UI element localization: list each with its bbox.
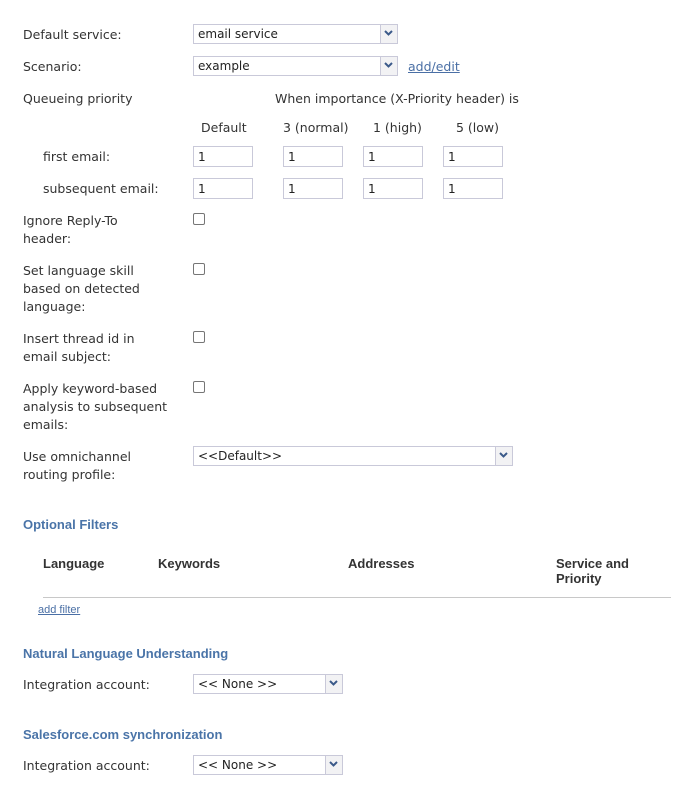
label-line: emails:: [23, 417, 69, 432]
language-skill-checkbox[interactable]: [193, 263, 205, 275]
scenario-label: Scenario:: [23, 59, 82, 74]
add-filter-link[interactable]: add filter: [38, 604, 81, 616]
scenario-add-edit-link[interactable]: add/edit: [408, 59, 460, 74]
input-value: 1: [448, 182, 456, 196]
filter-column-addresses: Addresses: [348, 556, 415, 571]
keyword-analysis-checkbox[interactable]: [193, 381, 205, 393]
default-service-select[interactable]: [193, 24, 398, 44]
label-line: Apply keyword-based: [23, 381, 158, 396]
filter-column-language: Language: [43, 556, 105, 571]
subsequent-email-low-input[interactable]: [443, 178, 503, 199]
chevron-down-icon[interactable]: [495, 447, 512, 465]
header-line: Priority: [556, 571, 602, 586]
subsequent-email-high-input[interactable]: [363, 178, 423, 199]
column-normal: 3 (normal): [283, 120, 349, 135]
label-line: language:: [23, 299, 86, 314]
thread-id-checkbox[interactable]: [193, 331, 205, 343]
scenario-value: example: [198, 59, 250, 73]
label-line: Ignore Reply-To: [23, 213, 118, 228]
label-line: analysis to subsequent: [23, 399, 168, 414]
chevron-down-icon[interactable]: [325, 756, 342, 774]
first-email-default-input[interactable]: [193, 146, 253, 167]
label-line: Insert thread id in: [23, 331, 135, 346]
label-line: based on detected: [23, 281, 140, 296]
label-line: Set language skill: [23, 263, 134, 278]
salesforce-integration-label: Integration account:: [23, 758, 150, 773]
input-value: 1: [368, 150, 376, 164]
subsequent-email-label: subsequent email:: [43, 181, 159, 196]
chevron-down-icon[interactable]: [380, 57, 397, 75]
salesforce-integration-select[interactable]: [193, 755, 343, 775]
column-high: 1 (high): [373, 120, 422, 135]
input-value: 1: [198, 150, 206, 164]
first-email-normal-input[interactable]: [283, 146, 343, 167]
label-line: header:: [23, 231, 72, 246]
first-email-high-input[interactable]: [363, 146, 423, 167]
input-value: 1: [368, 182, 376, 196]
column-low: 5 (low): [456, 120, 500, 135]
ignore-reply-to-checkbox[interactable]: [193, 213, 205, 225]
input-value: 1: [288, 182, 296, 196]
thread-id-label: [23, 330, 135, 366]
language-skill-label: [23, 262, 140, 316]
column-default: Default: [201, 120, 247, 135]
label-line: Use omnichannel: [23, 449, 132, 464]
chevron-down-icon[interactable]: [380, 25, 397, 43]
nlu-title: Natural Language Understanding: [23, 646, 229, 661]
salesforce-integration-value: << None >>: [198, 758, 278, 772]
label-line: routing profile:: [23, 467, 116, 482]
routing-profile-label: [23, 448, 131, 484]
keyword-analysis-label: [23, 380, 167, 434]
filter-table-divider: [43, 597, 671, 598]
importance-caption: When importance (X-Priority header) is: [275, 91, 519, 106]
routing-profile-value: <<Default>>: [198, 449, 283, 463]
input-value: 1: [198, 182, 206, 196]
default-service-value: email service: [198, 27, 278, 41]
routing-profile-select[interactable]: [193, 446, 513, 466]
ignore-reply-to-label: [23, 212, 118, 248]
filter-column-service-priority: [556, 556, 629, 586]
scenario-select[interactable]: [193, 56, 398, 76]
first-email-label: first email:: [43, 149, 111, 164]
nlu-integration-label: Integration account:: [23, 677, 150, 692]
subsequent-email-normal-input[interactable]: [283, 178, 343, 199]
chevron-down-icon[interactable]: [325, 675, 342, 693]
label-line: email subject:: [23, 349, 111, 364]
optional-filters-title: Optional Filters: [23, 517, 119, 532]
nlu-integration-value: << None >>: [198, 677, 278, 691]
first-email-low-input[interactable]: [443, 146, 503, 167]
filter-column-keywords: Keywords: [158, 556, 221, 571]
nlu-integration-select[interactable]: [193, 674, 343, 694]
salesforce-title: Salesforce.com synchronization: [23, 727, 223, 742]
input-value: 1: [448, 150, 456, 164]
input-value: 1: [288, 150, 296, 164]
subsequent-email-default-input[interactable]: [193, 178, 253, 199]
default-service-label: Default service:: [23, 27, 122, 42]
queueing-priority-label: Queueing priority: [23, 91, 133, 106]
header-line: Service and: [556, 556, 629, 571]
